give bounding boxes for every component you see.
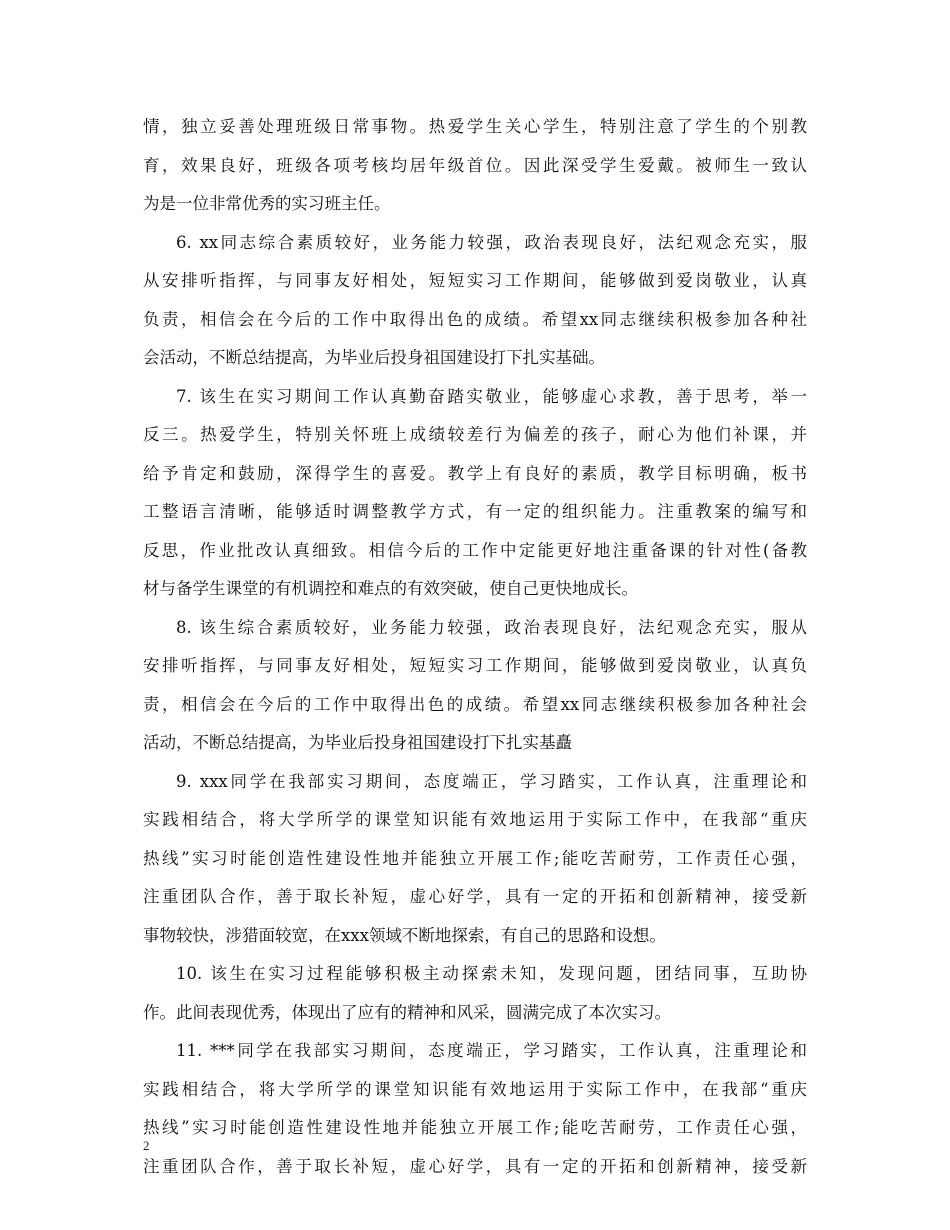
text-line: 材与备学生课堂的有机调控和难点的有效突破，使自己更快地成长。 [143,579,638,598]
text-line: 为是一位非常优秀的实习班主任。 [143,194,391,213]
text-line: 给予肯定和鼓励，深得学生的喜爱。教学上有良好的素质，教学目标明确，板书 [143,463,807,483]
text-line: 事物较快，涉猎面较宽，在xxx领域不断地探索，有自己的思路和设想。 [143,925,666,945]
text-line: 实践相结合，将大学所学的课堂知识能有效地运用于实际工作中，在我部“重庆 [143,1079,807,1099]
text-line: 会活动，不断总结提高，为毕业后投身祖国建设打下扎实基础。 [143,348,605,367]
text-line: 作。此间表现优秀，体现出了应有的精神和风采，圆满完成了本次实习。 [143,1002,671,1022]
text-line: 注重团队合作，善于取长补短，虚心好学，具有一定的开拓和创新精神，接受新 [143,887,807,906]
text-line: 情，独立妥善处理班级日常事物。热爱学生关心学生，特别注意了学生的个别教 [143,117,807,136]
page-number: 2 [143,1138,150,1153]
text-line: 热线”实习时能创造性建设性地并能独立开展工作;能吃苦耐劳，工作责任心强， [143,848,807,868]
text-line: 8. 该生综合素质较好，业务能力较强，政治表现良好，法纪观念充实，服从 [176,617,807,637]
text-line: 9. xxx同学在我部实习期间，态度端正，学习踏实，工作认真，注重理论和 [176,771,807,791]
text-line: 10. 该生在实习过程能够积极主动探索未知，发现问题，团结同事，互助协 [176,964,807,983]
text-line: 7. 该生在实习期间工作认真勤奋踏实敬业，能够虚心求教，善于思考，举一 [176,386,807,406]
text-line: 工整语言清晰，能够适时调整教学方式，有一定的组织能力。注重教案的编写和 [143,502,807,521]
text-line: 反思，作业批改认真细致。相信今后的工作中定能更好地注重备课的针对性(备教 [143,540,807,560]
text-line: 活动，不断总结提高，为毕业后投身祖国建设打下扎实基矗 [143,733,572,752]
text-line: 从安排听指挥，与同事友好相处，短短实习工作期间，能够做到爱岗敬业，认真 [143,271,807,290]
text-line: 6. xx同志综合素质较好，业务能力较强，政治表现良好，法纪观念充实，服 [176,232,807,252]
text-line: 注重团队合作，善于取长补短，虚心好学，具有一定的开拓和创新精神，接受新 [143,1156,807,1176]
text-line: 实践相结合，将大学所学的课堂知识能有效地运用于实际工作中，在我部“重庆 [143,810,807,829]
document-body [143,108,807,1186]
text-line: 安排听指挥，与同事友好相处，短短实习工作期间，能够做到爱岗敬业，认真负 [143,656,807,675]
text-line: 热线”实习时能创造性建设性地并能独立开展工作;能吃苦耐劳，工作责任心强， [143,1118,807,1137]
text-line: 育，效果良好，班级各项考核均居年级首位。因此深受学生爱戴。被师生一致认 [143,155,807,175]
text-line: 责，相信会在今后的工作中取得出色的成绩。希望xx同志继续积极参加各种社会 [143,694,807,714]
text-line: 反三。热爱学生，特别关怀班上成绩较差行为偏差的孩子，耐心为他们补课，并 [143,425,807,444]
text-line: 负责，相信会在今后的工作中取得出色的成绩。希望xx同志继续积极参加各种社 [143,309,807,329]
text-line: 11. ***同学在我部实习期间，态度端正，学习踏实，工作认真，注重理论和 [176,1041,807,1060]
